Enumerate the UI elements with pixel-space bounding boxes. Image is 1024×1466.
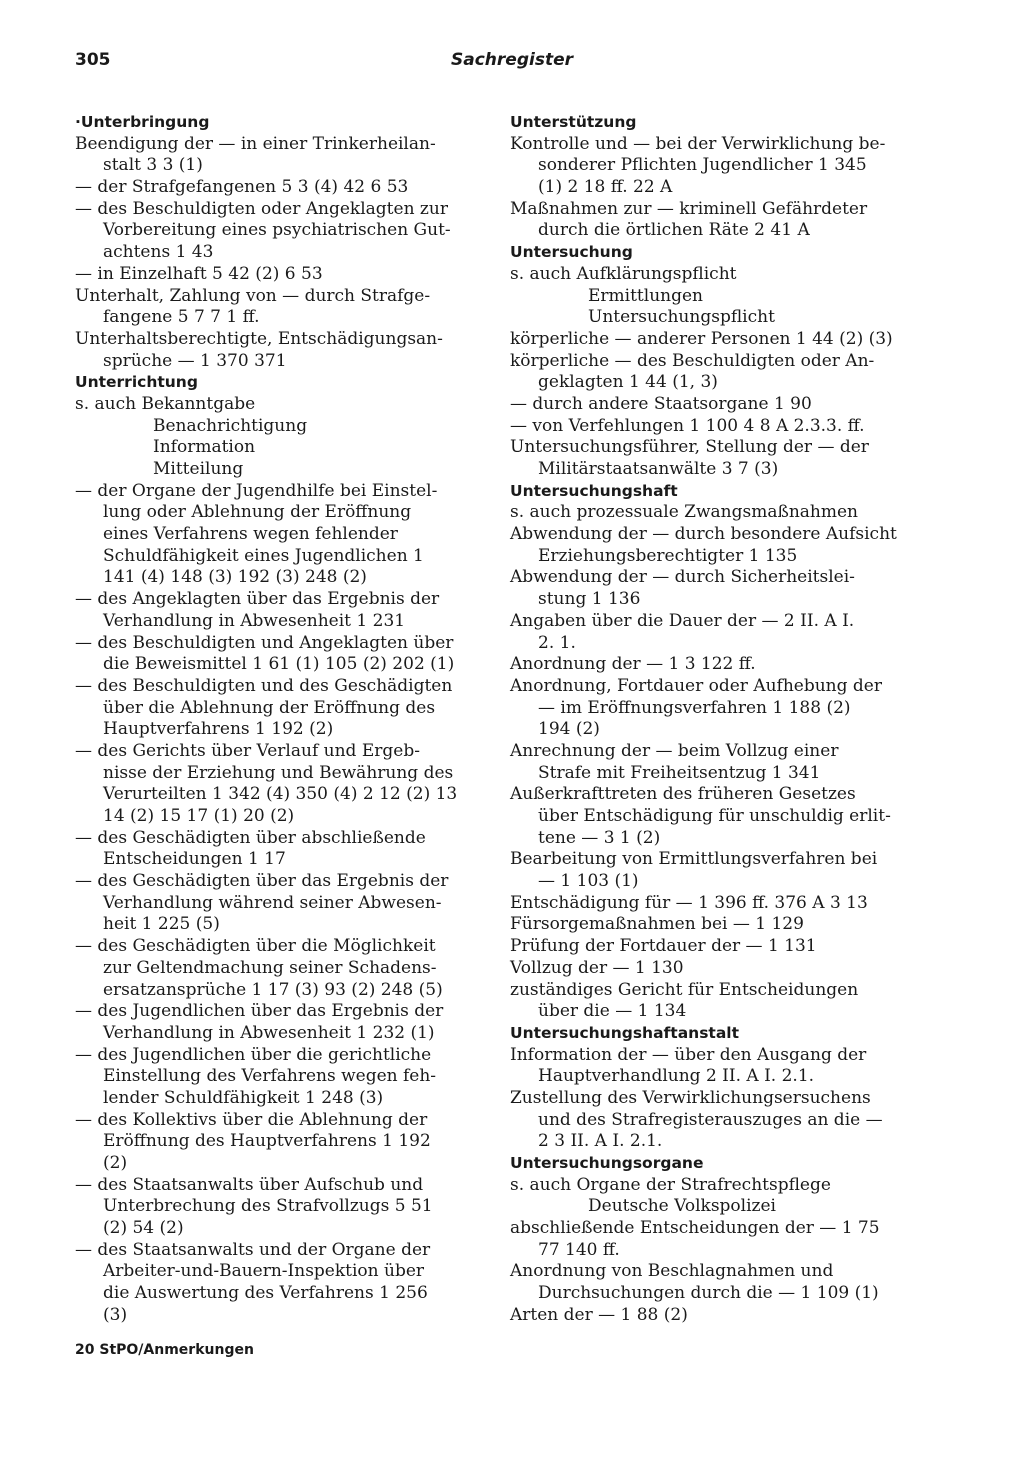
index-entry-line: Abwendung der — durch besondere Aufsicht: [510, 524, 897, 545]
index-entry-line: körperliche — anderer Personen 1 44 (2) (3): [510, 328, 893, 349]
footer-signature: 20 StPO/Anmerkungen: [75, 1342, 254, 1358]
index-entry-line: Verhandlung in Abwesenheit 1 231: [103, 610, 406, 631]
index-entry-line: geklagten 1 44 (1, 3): [538, 372, 718, 393]
index-entry-line: — des Kollektivs über die Ablehnung der: [75, 1109, 428, 1130]
index-entry-line: körperliche — des Beschuldigten oder An-: [510, 350, 875, 371]
index-entry-line: — von Verfehlungen 1 100 4 8 A 2.3.3. ff.: [510, 415, 865, 436]
index-entry-line: Entscheidungen 1 17: [103, 849, 286, 870]
index-entry-line: — durch andere Staatsorgane 1 90: [510, 393, 812, 414]
index-entry-line: Unterbrechung des Strafvollzugs 5 51: [103, 1196, 433, 1217]
index-entry-line: Unterhaltsberechtigte, Entschädigungsan-: [75, 328, 443, 349]
index-entry-line: die Auswertung des Verfahrens 1 256: [103, 1283, 428, 1304]
index-entry-line: lung oder Ablehnung der Eröffnung: [103, 502, 412, 523]
index-entry-line: — des Beschuldigten oder Angeklagten zur: [75, 198, 448, 219]
index-entry-line: — des Geschädigten über abschließende: [75, 827, 426, 848]
index-entry-line: — des Beschuldigten und Angeklagten über: [75, 632, 454, 653]
index-entry-line: Ermittlungen: [588, 285, 703, 306]
index-entry-line: — des Angeklagten über das Ergebnis der: [75, 589, 440, 610]
right-column: [510, 112, 910, 1327]
index-entry-line: Hauptverhandlung 2 II. A I. 2.1.: [538, 1066, 815, 1087]
index-entry-line: Zustellung des Verwirklichungsersuchens: [510, 1087, 871, 1108]
index-entry-line: — 1 103 (1): [538, 871, 639, 892]
index-entry-line: Schuldfähigkeit eines Jugendlichen 1: [103, 545, 424, 566]
index-heading: Unterrichtung: [75, 373, 198, 392]
index-entry-line: s. auch Bekanntgabe: [75, 393, 256, 414]
index-entry-line: Strafe mit Freiheitsentzug 1 341: [538, 762, 821, 783]
index-entry-line: Information: [153, 437, 256, 458]
index-entry-line: lender Schuldfähigkeit 1 248 (3): [103, 1087, 384, 1108]
index-entry-line: Außerkrafttreten des früheren Gesetzes: [510, 784, 856, 805]
index-entry-line: eines Verfahrens wegen fehlender: [103, 524, 398, 545]
index-entry-line: zuständiges Gericht für Entscheidungen: [510, 979, 859, 1000]
index-heading: Untersuchungsorgane: [510, 1154, 704, 1172]
index-entry-line: abschließende Entscheidungen der — 1 75: [510, 1218, 880, 1239]
index-entry-line: Verhandlung in Abwesenheit 1 232 (1): [103, 1022, 435, 1043]
index-entry-line: Maßnahmen zur — kriminell Gefährdeter: [510, 198, 868, 219]
index-entry-line: s. auch prozessuale Zwangsmaßnahmen: [510, 502, 859, 523]
index-heading: Unterstützung: [510, 113, 637, 131]
index-entry-line: Angaben über die Dauer der — 2 II. A I.: [510, 610, 855, 631]
index-entry-line: (3): [103, 1304, 128, 1325]
index-entry-line: Fürsorgemaßnahmen bei — 1 129: [510, 914, 804, 935]
index-entry-line: Erziehungsberechtigter 1 135: [538, 545, 798, 566]
index-entry-line: Abwendung der — durch Sicherheitslei-: [510, 567, 855, 588]
index-entry-line: — des Staatsanwalts und der Organe der: [75, 1239, 431, 1260]
index-entry-line: Kontrolle und — bei der Verwirklichung be-: [510, 133, 886, 154]
index-entry-line: — der Strafgefangenen 5 3 (4) 42 6 53: [75, 177, 409, 198]
index-entry-line: stalt 3 3 (1): [103, 155, 203, 176]
index-entry-line: über die — 1 134: [538, 1001, 687, 1022]
index-entry-line: Vorbereitung eines psychiatrischen Gut-: [103, 220, 451, 241]
index-entry-line: ersatzansprüche 1 17 (3) 93 (2) 248 (5): [103, 979, 443, 1000]
index-entry-line: heit 1 225 (5): [103, 914, 220, 935]
index-entry-line: achtens 1 43: [103, 242, 214, 263]
index-entry-line: Entschädigung für — 1 396 ff. 376 A 3 13: [510, 892, 868, 913]
index-entry-line: Deutsche Volkspolizei: [588, 1196, 776, 1217]
index-entry-line: tene — 3 1 (2): [538, 827, 661, 848]
index-entry-line: Beendigung der — in einer Trinkerheilan-: [75, 133, 436, 154]
index-entry-line: Verurteilten 1 342 (4) 350 (4) 2 12 (2) 13: [103, 784, 458, 805]
index-entry-line: Prüfung der Fortdauer der — 1 131: [510, 936, 817, 957]
index-entry-line: — in Einzelhaft 5 42 (2) 6 53: [75, 263, 323, 284]
index-entry-line: Untersuchungsführer, Stellung der — der: [510, 437, 869, 458]
index-entry-line: — des Geschädigten über das Ergebnis der: [75, 871, 449, 892]
index-entry-line: 14 (2) 15 17 (1) 20 (2): [103, 806, 295, 826]
index-entry-line: Anordnung von Beschlagnahmen und: [510, 1261, 834, 1282]
index-entry-line: Vollzug der — 1 130: [510, 957, 684, 978]
index-entry-line: und des Strafregisterauszuges an die —: [538, 1109, 883, 1130]
index-entry-line: Untersuchungspflicht: [588, 307, 775, 328]
index-entry-line: Anordnung, Fortdauer oder Aufhebung der: [510, 675, 882, 696]
index-entry-line: 77 140 ff.: [538, 1239, 620, 1260]
index-entry-line: (2): [103, 1153, 128, 1173]
index-heading: Untersuchungshaft: [510, 481, 678, 500]
index-entry-line: — des Gerichts über Verlauf und Ergeb-: [75, 740, 420, 761]
index-entry-line: — des Jugendlichen über das Ergebnis der: [75, 1001, 444, 1022]
index-entry-line: Benachrichtigung: [153, 415, 308, 436]
index-entry-line: (1) 2 18 ff. 22 A: [538, 177, 673, 198]
index-entry-line: — des Beschuldigten und des Geschädigten: [75, 675, 453, 696]
index-entry-line: Einstellung des Verfahrens wegen feh-: [103, 1066, 437, 1087]
index-entry-line: durch die örtlichen Räte 2 41 A: [538, 220, 810, 241]
index-entry-line: sprüche — 1 370 371: [103, 350, 287, 371]
index-entry-line: sonderer Pflichten Jugendlicher 1 345: [538, 155, 867, 176]
index-entry-line: — des Geschädigten über die Möglichkeit: [75, 936, 436, 957]
left-column: [75, 112, 483, 1327]
index-entry-line: Unterhalt, Zahlung von — durch Strafge-: [75, 285, 431, 306]
index-entry-line: — im Eröffnungsverfahren 1 188 (2): [538, 697, 851, 718]
index-entry-line: Mitteilung: [153, 459, 244, 479]
index-entry-line: Information der — über den Ausgang der: [510, 1044, 867, 1065]
index-entry-line: Verhandlung während seiner Abwesen-: [103, 892, 442, 913]
index-entry-line: die Beweismittel 1 61 (1) 105 (2) 202 (1): [103, 654, 455, 675]
index-entry-line: Bearbeitung von Ermittlungsverfahren bei: [510, 849, 878, 870]
index-entry-line: Anrechnung der — beim Vollzug einer: [510, 740, 839, 761]
index-entry-line: 141 (4) 148 (3) 192 (3) 248 (2): [103, 567, 367, 588]
index-entry-line: zur Geltendmachung seiner Schadens-: [103, 957, 437, 978]
index-heading: Untersuchung: [510, 243, 633, 262]
index-entry-line: — des Jugendlichen über die gerichtliche: [75, 1044, 432, 1065]
index-entry-line: — der Organe der Jugendhilfe bei Einstel-: [75, 480, 438, 501]
index-entry-line: stung 1 136: [538, 589, 641, 610]
index-entry-line: fangene 5 7 7 1 ff.: [103, 307, 260, 328]
index-entry-line: Militärstaatsanwälte 3 7 (3): [538, 459, 779, 479]
index-entry-line: Durchsuchungen durch die — 1 109 (1): [538, 1283, 879, 1304]
index-heading: ·Unterbringung: [75, 113, 210, 131]
index-entry-line: Arbeiter-und-Bauern-Inspektion über: [103, 1261, 425, 1282]
index-entry-line: Hauptverfahrens 1 192 (2): [103, 719, 334, 740]
running-head: Sachregister: [451, 50, 573, 70]
index-entry-line: Anordnung der — 1 3 122 ff.: [510, 654, 756, 675]
index-entry-line: 194 (2): [538, 719, 600, 740]
page-number: 305: [75, 50, 111, 70]
index-entry-line: — des Staatsanwalts über Aufschub und: [75, 1174, 424, 1195]
index-entry-line: Eröffnung des Hauptverfahrens 1 192: [103, 1131, 431, 1152]
index-entry-line: 2 3 II. A I. 2.1.: [538, 1131, 663, 1152]
index-heading: Untersuchungshaftanstalt: [510, 1023, 740, 1042]
index-entry-line: Arten der — 1 88 (2): [510, 1304, 688, 1325]
index-entry-line: (2) 54 (2): [103, 1218, 184, 1239]
index-entry-line: s. auch Organe der Strafrechtspflege: [510, 1174, 831, 1195]
index-entry-line: nisse der Erziehung und Bewährung des: [103, 762, 454, 783]
index-entry-line: s. auch Aufklärungspflicht: [510, 263, 737, 284]
index-entry-line: über Entschädigung für unschuldig erlit-: [538, 806, 891, 826]
index-entry-line: über die Ablehnung der Eröffnung des: [103, 697, 436, 718]
index-entry-line: 2. 1.: [538, 632, 576, 653]
